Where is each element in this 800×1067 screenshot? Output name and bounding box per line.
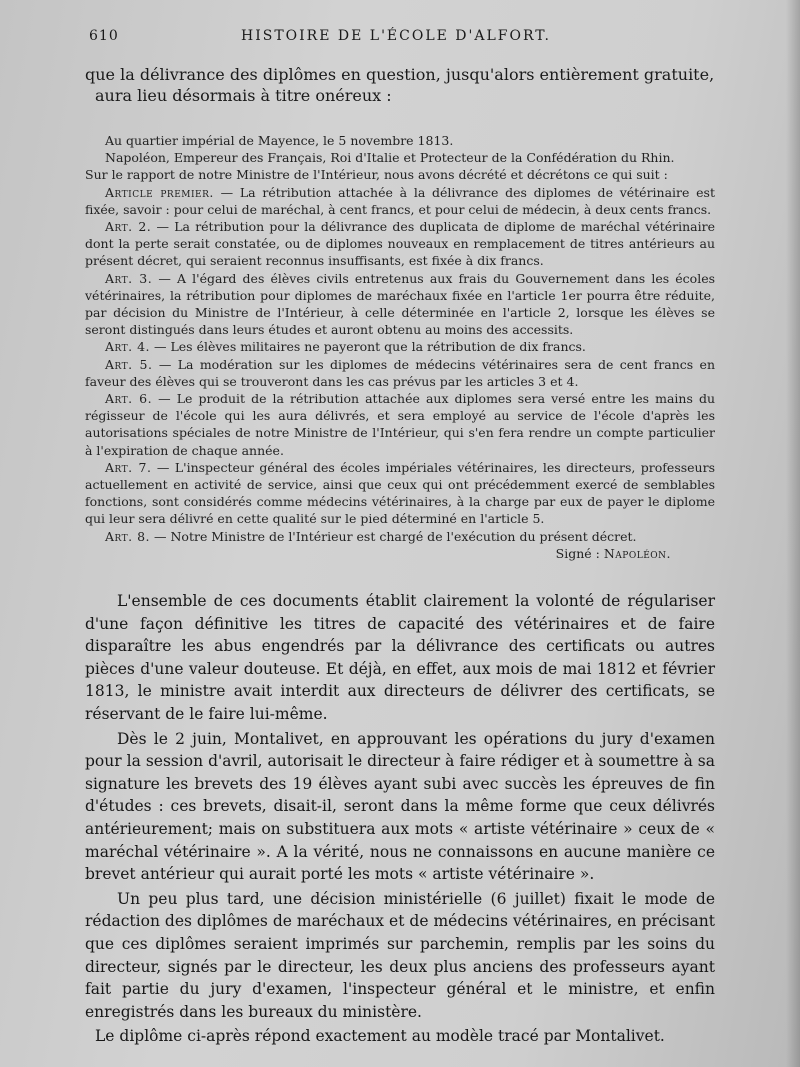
intro-line-2: aura lieu désormais à titre onéreux : — [95, 86, 392, 105]
article-text: — A l'égard des élèves civils entretenus aux frais du Gouvernement dans les écoles vétérinaires, la rétribution pour diplomes de maréchaux fixée en l'article 1er pourra être réduite, par décision du Ministre de l'Intérieur, à celle déterminée en l'article 2, lorsque les élèves se seront distingués dans leurs études et auront obtenu au moins des accessits. — [85, 270, 716, 338]
running-header — [85, 22, 715, 48]
decree-article-6 — [85, 390, 715, 459]
article-text: — La rétribution attachée à la délivrance des diplomes de vétérinaire est fixée, savoir : pour celui de maréchal, à cent francs, et pour celui de médecin, à deux cents francs. — [85, 184, 715, 217]
text-column — [85, 22, 715, 1050]
body-paragraph-3: Un peu plus tard, une décision ministérielle (6 juillet) fixait le mode de rédaction des diplômes de maréchaux et de médecins vétérinaires, en précisant que ces diplômes seraient imprimés sur parchemin, remplis par les soins du directeur, signés par le directeur, les deux plus anciens des professeurs ayant fait partie du jury d'examen, l'inspecteur général et le ministre, et enfin enregistrés dans les bureaux du ministère. — [85, 889, 715, 1021]
body-paragraph-1: L'ensemble de ces documents établit clairement la volonté de régulariser d'une façon définitive les titres de capacité des vétérinaires et de faire disparaître les abus engendrés par la délivrance des certificats ou autres pièces d'une valeur douteuse. Et déjà, en effet, aux mois de mai 1812 et février 1813, le ministre avait interdit aux directeurs de délivrer des certificats, se réservant de le faire lui-même. — [85, 592, 715, 724]
article-label: Art. 7. — [105, 459, 152, 475]
intro-line-1: que la délivrance des diplômes en question, jusqu'alors entièrement gratuite, — [85, 65, 715, 84]
body-text — [85, 590, 715, 1048]
article-text: — La rétribution pour la délivrance des duplicata de diplome de maréchal vétérinaire dont la perte serait constatée, ou de diplomes nouveaux en remplacement de titres antérieurs au présent décret, qui seraient reconnus insuffisants, est fixée à dix francs. — [85, 219, 715, 269]
signature-label: Signé : — [555, 545, 604, 561]
article-text: — L'inspecteur général des écoles impériales vétérinaires, les directeurs, professeurs actuellement en activité de service, ainsi que ceux qui ont précédemment exercé de semblables fonctions, sont considérés comme médecins vétérinaires, à la charge par eux de payer le diplome qui leur sera délivré en cette qualité sur le pied déterminé en l'article 5. — [85, 459, 715, 527]
article-label: Article premier. — [105, 184, 214, 200]
page-gutter-shadow — [786, 0, 800, 1067]
article-text: — Notre Ministre de l'Intérieur est chargé de l'exécution du présent décret. — [150, 528, 637, 544]
decree-article-5 — [85, 356, 715, 390]
article-label: Art. 2. — [105, 219, 152, 235]
decree-article-8 — [85, 528, 715, 545]
article-text: — Le produit de la rétribution attachée aux diplomes sera versé entre les mains du régisseur de l'école qui les aura délivrés, et sera employé au service de l'école d'après les autorisations spéciales de notre Ministre de l'Intérieur, qui s'en fera rendre un compte particulier à l'expiration de chaque année. — [85, 391, 715, 458]
article-label: Art. 6. — [105, 391, 153, 407]
article-label: Art. 8. — [105, 528, 151, 544]
decree-place-date: Au quartier impérial de Mayence, le 5 novembre 1813. — [105, 133, 454, 148]
body-paragraph-4: Le diplôme ci-après répond exactement au modèle tracé par Montalivet. — [95, 1027, 665, 1046]
decree-signature — [85, 545, 671, 562]
article-text: — La modération sur les diplomes de médecins vétérinaires sera de cent francs en faveur des élèves qui se trouveront dans les cas prévus par les articles 3 et 4. — [85, 356, 715, 389]
decree-emperor-title: Napoléon, Empereur des Français, Roi d'Italie et Protecteur de la Confédération du Rhin. — [105, 150, 675, 166]
decree-article-4 — [85, 338, 715, 355]
imperial-decree — [85, 132, 715, 562]
article-label: Art. 5. — [105, 356, 153, 372]
decree-article-1 — [85, 184, 715, 218]
decree-article-3 — [85, 270, 715, 339]
page-number: 610 — [89, 28, 119, 44]
decree-article-2 — [85, 218, 715, 270]
body-paragraph-2: Dès le 2 juin, Montalivet, en approuvant les opérations du jury d'examen pour la session d'avril, autorisait le directeur à faire rédiger et à soumettre à sa signature les brevets des 19 élèves ayant subi avec succès les épreuves de fin d'études : ces brevets, disait-il, seront dans la même forme que ceux délivrés antérieurement; mais on substituera aux mots « artiste vétérinaire » ceux de « maréchal vétérinaire ». A la vérité, nous ne connaissons en aucune manière ce brevet antérieur qui aurait porté les mots « artiste vétérinaire ». — [85, 729, 715, 884]
decree-article-7 — [85, 459, 715, 528]
article-label: Art. 3. — [105, 270, 153, 286]
running-title: HISTOIRE DE L'ÉCOLE D'ALFORT. — [241, 28, 551, 44]
article-text: — Les élèves militaires ne payeront que la rétribution de dix francs. — [150, 339, 586, 355]
decree-preamble: Sur le rapport de notre Ministre de l'Intérieur, nous avons décrété et décrétons ce qui suit : — [85, 167, 668, 183]
article-label: Art. 4. — [105, 339, 151, 355]
intro-paragraph — [85, 64, 715, 106]
signature-name: Napoléon. — [603, 545, 671, 561]
